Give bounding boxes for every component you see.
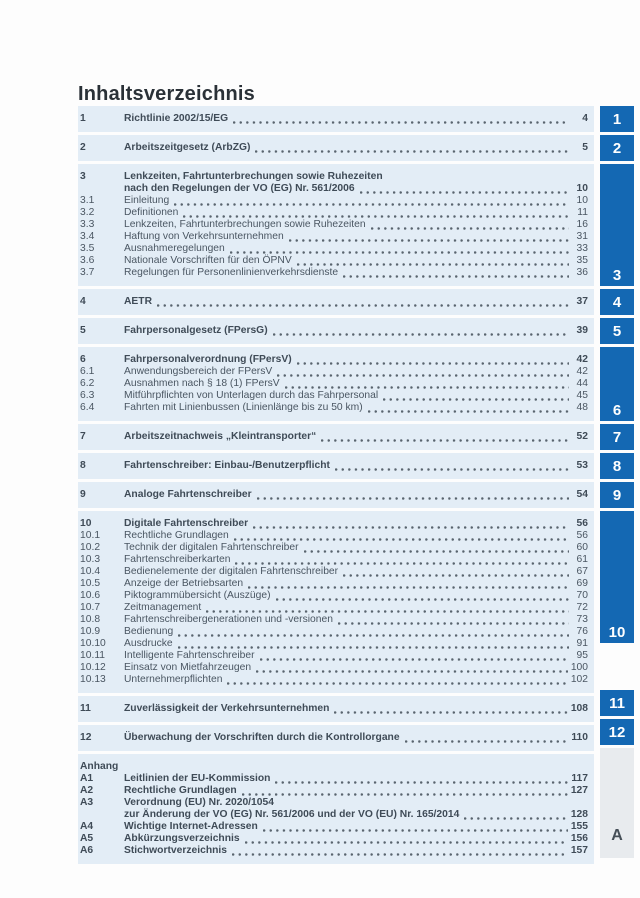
toc-section-7 [78,424,594,450]
toc-entry[interactable] [80,554,588,566]
toc-entry-page: 117 [571,773,588,784]
toc-entry-page: 56 [576,530,588,541]
toc-entry[interactable] [80,378,588,390]
toc-entry-page: 156 [570,833,588,844]
leader-dots [285,386,569,389]
toc-entry-title: Intelligente Fahrtenschreiber [124,650,255,661]
leader-dots [334,711,567,714]
toc-entry-page: 10 [576,195,588,206]
toc-entry-page: 42 [576,354,588,365]
chapter-tab-label: 5 [612,322,622,340]
toc-entry-page: 127 [570,785,588,796]
toc-entry-title: Verordnung (EU) Nr. 2020/1054 [124,797,274,808]
toc-section-2 [78,135,594,161]
toc-entry-number: 10.8 [80,614,101,625]
toc-entry-page: 36 [576,267,588,278]
leader-dots [232,853,568,856]
leader-dots [256,670,568,673]
chapter-tab-9[interactable] [600,482,634,508]
leader-dots [276,598,570,601]
toc-entry-number: Anhang [80,761,119,772]
toc-entry-page: 110 [571,732,588,743]
toc-entry-page: 155 [570,821,588,832]
toc-entry[interactable] [80,113,588,125]
toc-content-area [78,84,594,867]
chapter-tab-label: 4 [612,293,622,311]
toc-entry[interactable] [80,255,588,267]
leader-dots [257,497,569,500]
toc-entry[interactable] [80,626,588,638]
toc-entry-number: 3.4 [80,231,95,242]
leader-dots [242,793,568,796]
leader-dots [235,562,569,565]
chapter-tab-6[interactable] [600,347,634,421]
toc-entry[interactable] [80,566,588,578]
toc-entry-page: 52 [576,431,588,442]
toc-entry-title: Bedienung [124,626,174,637]
toc-entry-title: Einsatz von Mietfahrzeugen [124,662,252,673]
chapter-tab-label: 10 [608,624,626,641]
toc-entry-title: Analoge Fahrtenschreiber [124,489,252,500]
toc-entry-number: A5 [80,833,94,844]
toc-entry-page: 4 [582,113,588,124]
toc-entry[interactable] [80,821,588,833]
toc-entry-title: Fahrpersonalverordnung (FPersV) [124,354,292,365]
toc-section-8 [78,453,594,479]
leader-dots [260,658,569,661]
toc-entry[interactable] [80,602,588,614]
leader-dots [245,841,568,844]
toc-section-5 [78,318,594,344]
toc-entry-title: Richtlinie 2002/15/EG [124,113,229,124]
leader-dots [233,121,569,124]
toc-entry-number: A2 [80,785,94,796]
toc-entry-number: A1 [80,773,94,784]
toc-entry-page: 72 [576,602,588,613]
toc-entry-page: 39 [576,325,588,336]
leader-dots [174,203,569,206]
toc-entry-number: 12 [80,732,92,743]
toc-entry-number: 10.12 [80,662,106,673]
toc-section-6 [78,347,594,421]
toc-entry[interactable] [80,662,588,674]
toc-entry-page: 56 [576,518,588,529]
toc-entry[interactable] [80,785,588,797]
toc-entry-title: Arbeitszeitnachweis „Kleintransporter“ [124,431,317,442]
toc-entry-number: 10.5 [80,578,101,589]
toc-section-12 [78,725,594,751]
leader-dots [206,610,569,613]
toc-entry-number: 10.7 [80,602,101,613]
chapter-tab-label: 2 [612,139,622,157]
toc-section-anhang [78,754,594,864]
toc-entry-page: 11 [577,207,588,218]
chapter-tab-label: 1 [612,110,622,128]
toc-entry-title: Fahrtenschreiberkarten [124,554,231,565]
chapter-tab-label: A [611,827,623,844]
toc-entry-number: 10.6 [80,590,101,601]
leader-dots [263,829,568,832]
toc-entry-number: A3 [80,797,94,808]
toc-entry-number: 7 [80,431,86,442]
chapter-tab-label: 6 [612,402,622,419]
toc-entry-title: Ausnahmen nach § 18 (1) FPersV [124,378,280,389]
toc-entry-number: 10.1 [80,530,101,541]
toc-entry-number: A4 [80,821,94,832]
toc-entry-page: 69 [576,578,588,589]
toc-entry-page: 10 [576,183,588,194]
toc-entry-page: 35 [576,255,588,266]
toc-entry-title: Fahrten mit Linienbussen (Linienlänge bis zu 50 km) [124,402,363,413]
toc-entry-number: 10.3 [80,554,101,565]
toc-entry[interactable] [80,797,588,809]
toc-entry-title: Haftung von Verkehrsunternehmen [124,231,284,242]
toc-entry-page: 54 [576,489,588,500]
leader-dots [227,682,567,685]
toc-entry[interactable] [80,703,588,715]
toc-entry-title: AETR [124,296,153,307]
leader-dots [464,817,567,820]
toc-entry[interactable] [80,674,588,686]
toc-section-11 [78,696,594,722]
toc-entry-title: Leitlinien der EU-Kommission [124,773,271,784]
toc-entry-number: 10.13 [80,674,106,685]
toc-entry[interactable] [80,171,588,183]
toc-entry-title: Anwendungsbereich der FPersV [124,366,273,377]
toc-entry[interactable] [80,518,588,530]
toc-entry[interactable] [80,402,588,414]
toc-entry-title: Digitale Fahrtenschreiber [124,518,249,529]
chapter-tab-label: 12 [608,723,626,741]
toc-entry-number: 8 [80,460,86,471]
toc-entry-title: Piktogrammübersicht (Auszüge) [124,590,271,601]
toc-entry-title: Rechtliche Grundlagen [124,785,237,796]
toc-entry[interactable] [80,366,588,378]
toc-entry[interactable] [80,460,588,472]
chapter-tab-8[interactable] [600,453,634,479]
toc-entry-page: 91 [576,638,588,649]
toc-entry-page: 95 [576,650,588,661]
toc-entry-title: Fahrpersonalgesetz (FPersG) [124,325,268,336]
toc-entry-number: 10.11 [80,650,106,661]
toc-entry-page: 73 [576,614,588,625]
toc-entry-page: 5 [582,142,588,153]
toc-entry-number: 3.6 [80,255,95,266]
toc-entry[interactable] [80,489,588,501]
toc-entry-page: 60 [576,542,588,553]
toc-entry-title: Einleitung [124,195,170,206]
toc-entry-number: 6.4 [80,402,95,413]
chapter-tab-7[interactable] [600,424,634,450]
toc-entry-title: Stichwortverzeichnis [124,845,227,856]
toc-entry[interactable] [80,542,588,554]
toc-entry-page: 102 [570,674,588,685]
chapter-tab-5[interactable] [600,318,634,344]
toc-entry-page: 100 [570,662,588,673]
chapter-tab-12[interactable] [600,719,634,745]
toc-entry-number: 3.3 [80,219,95,230]
toc-entry-number: 3.5 [80,243,95,254]
leader-dots [178,646,569,649]
leader-dots [234,538,569,541]
leader-dots [255,150,569,153]
leader-dots [297,362,569,365]
toc-entry[interactable] [80,243,588,255]
toc-entry-title: Nationale Vorschriften für den ÖPNV [124,255,292,266]
toc-entry[interactable] [80,761,588,773]
toc-entry-title: Überwachung der Vorschriften durch die Kontrollorgane [124,732,400,743]
toc-entry-number: 1 [80,113,86,124]
toc-entry-number: 3.2 [80,207,95,218]
leader-dots [304,550,569,553]
toc-entry-title: Fahrtenschreiber: Einbau-/Benutzerpflicht [124,460,330,471]
toc-entry-title: Regelungen für Personenlinienverkehrsdienste [124,267,339,278]
toc-entry-title: Arbeitszeitgesetz (ArbZG) [124,142,251,153]
toc-entry-page: 67 [576,566,588,577]
toc-entry-title: Unternehmerpflichten [124,674,223,685]
toc-entry[interactable] [80,833,588,845]
toc-entry-page: 53 [576,460,588,471]
toc-entry[interactable] [80,207,588,219]
leader-dots [343,275,569,278]
toc-entry-number: 3.1 [80,195,95,206]
leader-dots [338,622,569,625]
page-title: Inhaltsverzeichnis [78,83,255,105]
toc-entry[interactable] [80,590,588,602]
chapter-tab-4[interactable] [600,289,634,315]
toc-entry-title: Lenkzeiten, Fahrtunterbrechungen sowie Ruhezeiten [124,219,366,230]
toc-entry[interactable] [80,773,588,785]
toc-entry-title: Mitführpflichten von Unterlagen durch das Fahrpersonal [124,390,379,401]
chapter-tab-label: 8 [612,457,622,475]
toc-section-10 [78,511,594,693]
toc-entry[interactable] [80,431,588,443]
leader-dots [383,398,569,401]
toc-section-9 [78,482,594,508]
leader-dots [371,227,569,230]
toc-entry-number: 3 [80,171,86,182]
toc-entry-title: Bedienelemente der digitalen Fahrtenschreiber [124,566,339,577]
leader-dots [230,251,569,254]
toc-section-4 [78,289,594,315]
chapter-tab-label: 3 [612,267,622,284]
toc-entry-page: 44 [576,378,588,389]
toc-entry-number: 6.2 [80,378,95,389]
toc-entry-number: 10.4 [80,566,101,577]
toc-entry[interactable] [80,845,588,857]
toc-entry[interactable] [80,354,588,366]
chapter-tab-anhang[interactable] [600,748,634,858]
toc-entry-number: 6.3 [80,390,95,401]
toc-entry[interactable] [80,195,588,207]
toc-entry-title: Fahrtenschreibergenerationen und -versionen [124,614,333,625]
toc-entry-number: 10.2 [80,542,101,553]
toc-entry-title: Anzeige der Betriebsarten [124,578,244,589]
leader-dots [253,526,569,529]
toc-entry-title: Zuverlässigkeit der Verkehrsunternehmen [124,703,330,714]
toc-entry-page: 157 [570,845,588,856]
toc-entry-page: 33 [576,243,588,254]
toc-entry[interactable] [80,267,588,279]
toc-entry-page: 128 [570,809,588,820]
toc-entry-page: 31 [576,231,588,242]
chapter-tab-label: 9 [612,486,622,504]
chapter-tab-label: 11 [609,694,625,712]
toc-entry-title: Ausdrucke [124,638,173,649]
toc-entry-page: 48 [576,402,588,413]
chapter-tab-label: 7 [612,428,622,446]
toc-entry[interactable] [80,219,588,231]
toc-entry-number: 4 [80,296,86,307]
toc-entry[interactable] [80,183,588,195]
toc-entry-title: Zeitmanagement [124,602,202,613]
leader-dots [273,333,569,336]
toc-entry-title: Wichtige Internet-Adressen [124,821,258,832]
leader-dots [368,410,569,413]
toc-entry[interactable] [80,530,588,542]
toc-entry-page: 70 [576,590,588,601]
leader-dots [297,263,569,266]
toc-entry-number: 10.10 [80,638,106,649]
toc-entry-title: Rechtliche Grundlagen [124,530,229,541]
toc-entry-number: 6 [80,354,86,365]
toc-entry[interactable] [80,614,588,626]
toc-entry-number: 2 [80,142,86,153]
chapter-tab-1[interactable] [600,106,634,132]
leader-dots [157,304,569,307]
leader-dots [321,439,569,442]
toc-entry-page: 108 [570,703,588,714]
toc-entry-page: 16 [576,219,588,230]
toc-entry[interactable] [80,578,588,590]
toc-entry-page: 76 [576,626,588,637]
toc-entry-title: Ausnahmeregelungen [124,243,225,254]
toc-entry-number: 10 [80,518,92,529]
toc-entry-number: 10.9 [80,626,101,637]
toc-entry-number: 5 [80,325,86,336]
toc [78,106,594,864]
toc-entry[interactable] [80,732,588,744]
toc-entry-number: 9 [80,489,86,500]
chapter-tab-11[interactable] [600,690,634,716]
toc-entry-title: Lenkzeiten, Fahrtunterbrechungen sowie Ruhezeiten [124,171,383,182]
toc-entry-page: 61 [576,554,588,565]
toc-section-3 [78,164,594,286]
toc-entry-number: 11 [80,703,91,714]
leader-dots [275,781,568,784]
leader-dots [405,740,569,743]
leader-dots [277,374,569,377]
toc-entry-title: Abkürzungsverzeichnis [124,833,240,844]
toc-entry-number: A6 [80,845,94,856]
toc-entry[interactable] [80,231,588,243]
leader-dots [289,239,569,242]
toc-entry[interactable] [80,809,588,821]
chapter-tab-10[interactable] [600,511,634,643]
chapter-tab-2[interactable] [600,135,634,161]
toc-entry-number: 6.1 [80,366,95,377]
chapter-tab-3[interactable] [600,164,634,286]
toc-entry-title: nach den Regelungen der VO (EG) Nr. 561/2006 [124,183,355,194]
toc-entry[interactable] [80,638,588,650]
toc-entry-number: 3.7 [80,267,95,278]
toc-entry-title: Definitionen [124,207,179,218]
toc-entry-page: 42 [576,366,588,377]
toc-entry[interactable] [80,296,588,308]
toc-entry[interactable] [80,650,588,662]
toc-entry[interactable] [80,142,588,154]
leader-dots [183,215,569,218]
leader-dots [343,574,569,577]
toc-section-1 [78,106,594,132]
leader-dots [360,191,569,194]
toc-entry-title: zur Änderung der VO (EG) Nr. 561/2006 und der VO (EU) Nr. 165/2014 [124,809,460,820]
leader-dots [248,586,569,589]
toc-entry-title: Technik der digitalen Fahrtenschreiber [124,542,299,553]
toc-entry-page: 45 [576,390,588,401]
leader-dots [335,468,569,471]
toc-entry-page: 37 [576,296,588,307]
toc-entry[interactable] [80,325,588,337]
leader-dots [178,634,569,637]
toc-entry[interactable] [80,390,588,402]
